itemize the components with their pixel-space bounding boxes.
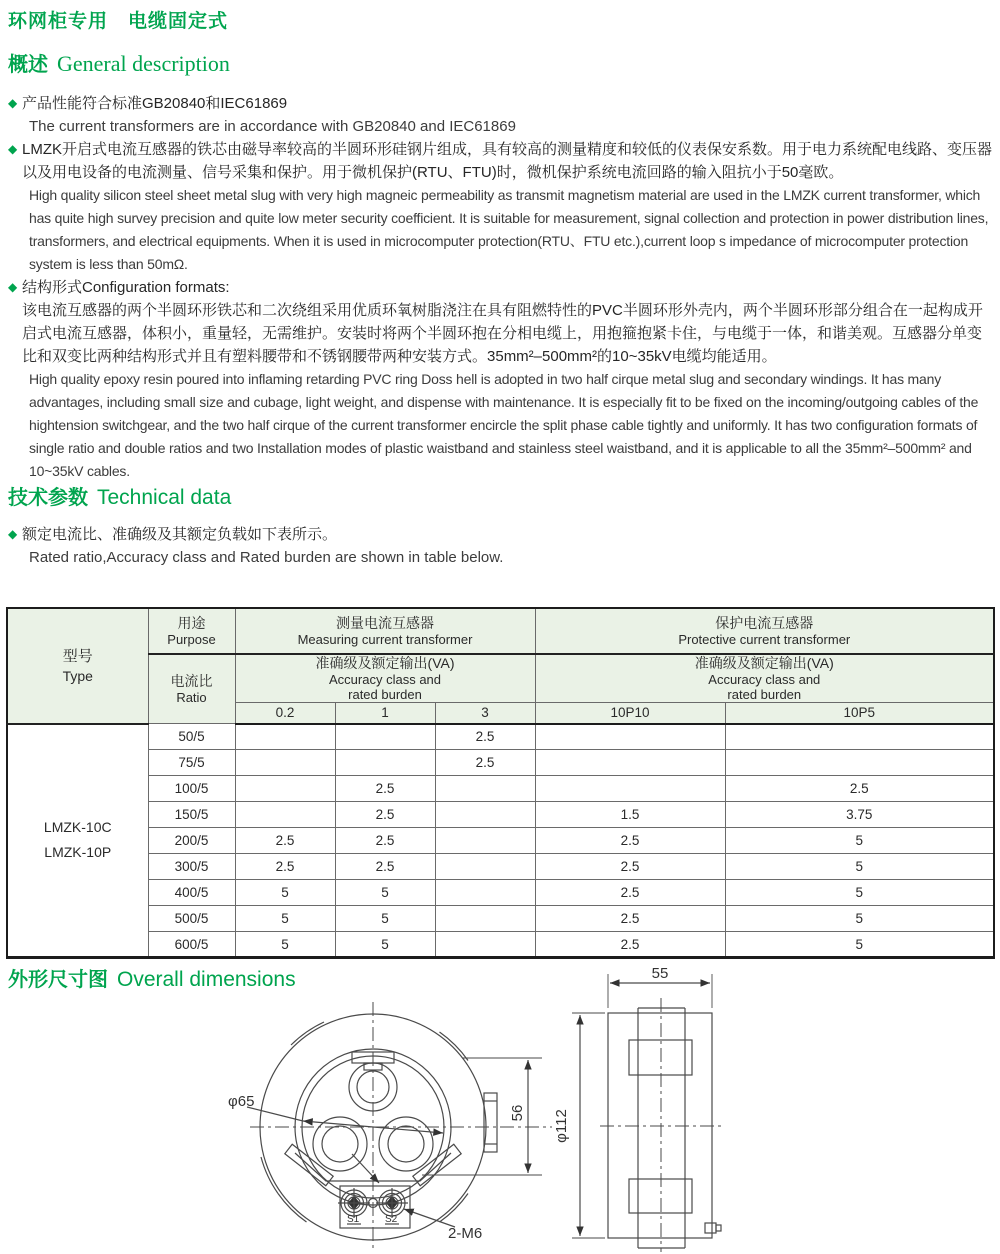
header-accuracy-en2: rated burden	[727, 687, 802, 702]
value-cell: 2.5	[235, 854, 335, 880]
configuration-label: 结构形式Configuration formats:	[22, 279, 230, 296]
value-cell: 2.5	[235, 828, 335, 854]
technical-note	[8, 523, 993, 569]
value-cell	[725, 750, 994, 776]
technical-note-zh: 额定电流比、准确级及其额定负载如下表所示。	[22, 526, 338, 543]
value-cell	[435, 854, 535, 880]
section-heading-dimensions	[8, 963, 296, 992]
front-bore-dimension-label: φ65	[228, 1093, 255, 1110]
value-cell	[235, 724, 335, 750]
header-purpose-en: Purpose	[167, 632, 216, 647]
technical-data-table	[6, 607, 995, 959]
value-cell	[725, 724, 994, 750]
value-cell	[535, 776, 725, 802]
description-item-configuration	[8, 276, 993, 483]
value-cell	[435, 828, 535, 854]
value-cell: 5	[725, 828, 994, 854]
value-cell	[435, 932, 535, 958]
value-cell: 2.5	[335, 776, 435, 802]
table-row	[7, 932, 994, 958]
diamond-bullet-icon: ◆	[8, 96, 18, 110]
value-cell: 5	[335, 906, 435, 932]
value-cell: 5	[725, 854, 994, 880]
header-accuracy-en1: Accuracy class and	[329, 672, 442, 687]
value-cell	[535, 724, 725, 750]
ratio-cell: 50/5	[148, 724, 235, 750]
value-cell: 5	[235, 906, 335, 932]
value-cell	[435, 776, 535, 802]
technical-table-container	[6, 607, 993, 959]
section-heading-general-en: General description	[57, 51, 230, 76]
table-row	[7, 854, 994, 880]
value-cell: 5	[335, 932, 435, 958]
ratio-cell: 200/5	[148, 828, 235, 854]
value-cell: 2.5	[435, 750, 535, 776]
section-heading-technical-zh: 技术参数	[8, 487, 88, 509]
table-header-row-1	[7, 608, 994, 654]
header-class-10P5: 10P5	[725, 703, 994, 724]
value-cell	[235, 802, 335, 828]
header-ratio-en: Ratio	[176, 690, 207, 705]
header-cell-protective	[535, 608, 994, 654]
diamond-bullet-icon: ◆	[8, 280, 18, 294]
diamond-bullet-icon: ◆	[8, 527, 18, 541]
table-row	[7, 802, 994, 828]
value-cell	[235, 750, 335, 776]
table-row	[7, 906, 994, 932]
type-value-line2: LMZK-10P	[44, 844, 112, 861]
value-cell	[435, 906, 535, 932]
header-protective-zh: 保护电流互感器	[715, 615, 814, 631]
header-type-en: Type	[62, 667, 93, 684]
value-cell: 5	[725, 932, 994, 958]
header-cell-accuracy-protective	[535, 654, 994, 703]
ratio-cell: 500/5	[148, 906, 235, 932]
section-heading-dimensions-zh: 外形尺寸图	[8, 969, 108, 991]
type-value-line1: LMZK-10C	[43, 819, 112, 836]
header-cell-type	[7, 608, 148, 724]
diamond-bullet-icon: ◆	[8, 142, 18, 156]
value-cell: 2.5	[535, 854, 725, 880]
description-item-standards	[8, 92, 993, 138]
value-cell: 2.5	[535, 828, 725, 854]
table-row	[7, 724, 994, 750]
dimension-drawings	[0, 960, 1000, 1254]
header-protective-en: Protective current transformer	[678, 632, 851, 647]
value-cell: 5	[335, 880, 435, 906]
value-cell: 2.5	[535, 932, 725, 958]
standards-text-zh: 产品性能符合标准GB20840和IEC61869	[22, 95, 288, 112]
ratio-cell: 75/5	[148, 750, 235, 776]
configuration-text-zh: 该电流互感器的两个半圆环形铁芯和二次绕组采用优质环氧树脂浇注在具有阻燃特性的PVC半圆环形外壳内，两个半圆环形部分组合在一起构成开启式电流互感器，体积小，重量轻，无需维护。安装时将两个半圆环抱在分相电缆上，用抱箍抱紧卡住，与电缆于一体，和谐美观。互感器分单变比和双变比两种结构形式并且有塑料腰带和不锈钢腰带两种安装方式。35mm²–500mm²的10~35kV电缆均能适用。	[22, 302, 983, 365]
value-cell: 2.5	[335, 802, 435, 828]
side-diameter-dimension-label: φ112	[553, 1109, 570, 1143]
ratio-cell: 150/5	[148, 802, 235, 828]
terminal-s2-label: S2	[385, 1214, 398, 1225]
value-cell: 1.5	[535, 802, 725, 828]
value-cell: 2.5	[535, 880, 725, 906]
value-cell: 5	[235, 932, 335, 958]
value-cell	[335, 724, 435, 750]
header-cell-accuracy-measuring	[235, 654, 535, 703]
header-accuracy-en2: rated burden	[348, 687, 422, 702]
technical-note-en: Rated ratio,Accuracy class and Rated burden are shown in table below.	[29, 549, 504, 566]
configuration-text-en: High quality epoxy resin poured into inflaming retarding PVC ring Doss hell is adopted in two half cirque metal slug and secondary windings. It has many advantages, including small size and cubage, light weight, and dispense with maintenance. It is especially fit to be fixed on the incoming/outgoing cables of the hightension switchgear, and the two half cirque of the current transformer encircle the split phase cable tightly and uniformly. It has two configuration formats of single ratio and double ratios and two Installation modes of plastic waistband and stainless steel waistband, and it is applicable to all the 35mm²–500mm² and 10~35kV cables.	[29, 371, 979, 479]
side-view-drawing	[572, 974, 722, 1252]
front-thread-label: 2-M6	[448, 1225, 483, 1242]
value-cell: 3.75	[725, 802, 994, 828]
value-cell: 2.5	[335, 828, 435, 854]
header-purpose-zh: 用途	[177, 615, 206, 631]
table-row	[7, 880, 994, 906]
header-class-0.2: 0.2	[235, 703, 335, 724]
table-header-row-2	[7, 654, 994, 703]
header-class-1: 1	[335, 703, 435, 724]
section-heading-technical-en: Technical data	[97, 486, 232, 509]
value-cell: 2.5	[335, 854, 435, 880]
header-cell-measuring	[235, 608, 535, 654]
core-text-zh: LMZK开启式电流互感器的铁芯由磁导率较高的半圆环形硅钢片组成，具有较高的测量精度和较低的仪表保安系数。用于电力系统配电线路、变压器以及用电设备的电流测量、信号采集和保护。用于微机保护(RTU、FTU)时，微机保护系统电流回路的输入阻抗小于50毫欧。	[22, 141, 993, 181]
header-cell-ratio	[148, 654, 235, 724]
type-value-cell	[7, 724, 148, 958]
general-description	[8, 92, 993, 483]
header-measuring-zh: 测量电流互感器	[336, 615, 435, 631]
header-accuracy-zh: 准确级及额定输出(VA)	[315, 655, 455, 671]
page-title: 环网柜专用 电缆固定式	[8, 11, 229, 32]
table-row	[7, 776, 994, 802]
section-heading-general	[8, 48, 230, 77]
value-cell: 5	[725, 880, 994, 906]
side-width-dimension-label: 55	[651, 965, 669, 982]
section-heading-dimensions-en: Overall dimensions	[117, 968, 296, 991]
ratio-cell: 600/5	[148, 932, 235, 958]
table-row	[7, 750, 994, 776]
header-ratio-zh: 电流比	[170, 673, 213, 689]
value-cell: 2.5	[535, 906, 725, 932]
terminal-s1-label: S1	[347, 1214, 360, 1225]
header-class-10P10: 10P10	[535, 703, 725, 724]
ratio-cell: 300/5	[148, 854, 235, 880]
value-cell	[535, 750, 725, 776]
value-cell	[435, 802, 535, 828]
front-view-drawing	[247, 1002, 552, 1252]
header-class-3: 3	[435, 703, 535, 724]
header-measuring-en: Measuring current transformer	[297, 632, 473, 647]
standards-text-en: The current transformers are in accordance with GB20840 and IEC61869	[29, 118, 516, 135]
value-cell	[335, 750, 435, 776]
header-accuracy-zh: 准确级及额定输出(VA)	[694, 655, 834, 671]
ratio-cell: 100/5	[148, 776, 235, 802]
table-row	[7, 828, 994, 854]
front-height-dimension-label: 56	[509, 1104, 526, 1122]
ratio-cell: 400/5	[148, 880, 235, 906]
value-cell: 5	[235, 880, 335, 906]
value-cell	[235, 776, 335, 802]
section-heading-technical	[8, 481, 231, 510]
core-text-en: High quality silicon steel sheet metal slug with very high magneic permeability as transmit magnetism material are used in the LMZK current transformer, which has quite high survey precision and quite low meter security coefficient. It is suitable for measurement, signal collection and protection in power distribution lines, transformers, and electrical equipments. When it is used in microcomputer protection(RTU、FTU etc.),current loop s impedance of microcomputer protection system is less than 50mΩ.	[29, 187, 989, 272]
value-cell: 5	[725, 906, 994, 932]
section-heading-general-zh: 概述	[8, 54, 48, 76]
header-cell-purpose	[148, 608, 235, 654]
description-item-core	[8, 138, 993, 276]
value-cell: 2.5	[435, 724, 535, 750]
header-accuracy-en1: Accuracy class and	[708, 672, 821, 687]
header-type-zh: 型号	[62, 647, 93, 665]
value-cell: 2.5	[725, 776, 994, 802]
value-cell	[435, 880, 535, 906]
